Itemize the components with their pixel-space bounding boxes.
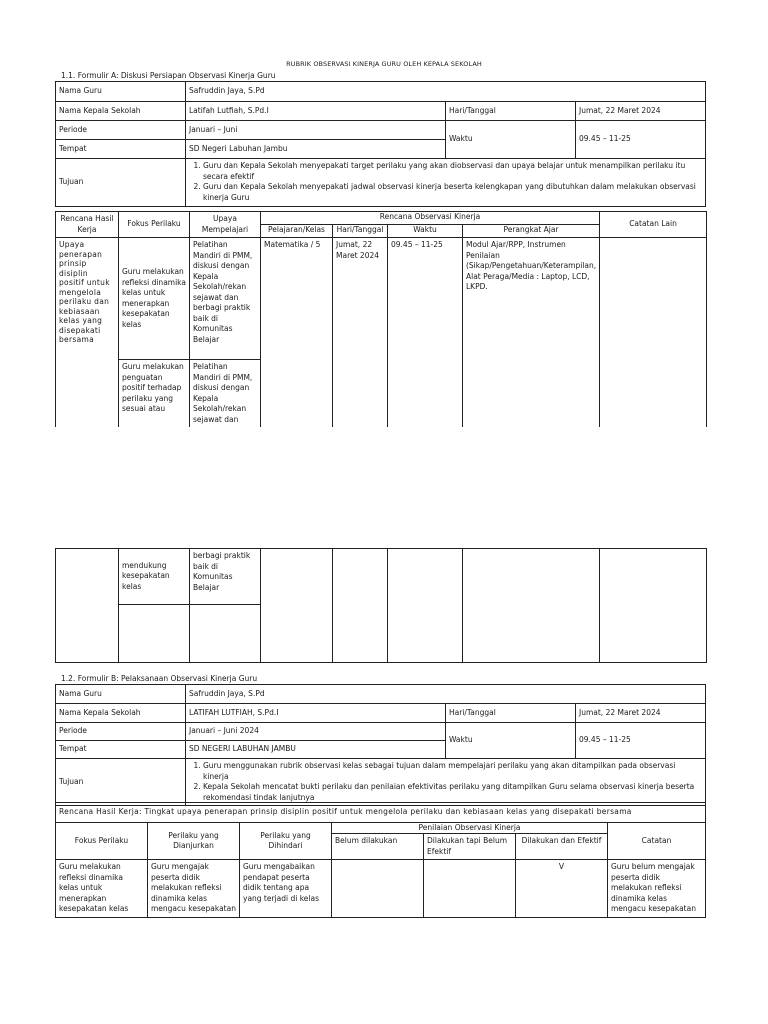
b-value-tempat: SD NEGERI LABUHAN JAMBU [186, 741, 446, 759]
header-catatan-lain: Catatan Lain [600, 212, 707, 238]
label-periode: Periode [56, 121, 186, 140]
tujuan-item: 2. Guru dan Kepala Sekolah menyepakati jadwal observasi kinerja beserta kelengkapan yang dibutuhkan dalam melakukan observasi kinerja Guru [203, 182, 702, 203]
tujuan-list [189, 161, 702, 203]
label-hari-tanggal: Hari/Tanggal [446, 102, 576, 121]
form-b-table [55, 684, 706, 806]
rencana-hasil-kerja-label: Rencana Hasil Kerja: Tingkat upaya penerapan prinsip disiplin positif untuk mengelola perilaku dan kebiasaan kelas yang disepakati bersama [56, 803, 706, 823]
header-waktu: Waktu [388, 225, 463, 238]
label-nama-guru: Nama Guru [56, 82, 186, 102]
cont-waktu [388, 549, 463, 663]
b-tujuan-list-cell [186, 759, 706, 806]
value-waktu: 09.45 – 11-25 [576, 121, 706, 159]
header-perangkat-ajar: Perangkat Ajar [463, 225, 600, 238]
b-label-periode: Periode [56, 723, 186, 741]
cell-fokus-perilaku-2: Guru melakukan penguatan positif terhadap perilaku yang sesuai atau [119, 360, 190, 428]
cell-catatan-lain [600, 238, 707, 428]
row1-efektif-mark: V [516, 860, 608, 918]
b-value-nama-guru: Safruddin Jaya, S.Pd [186, 685, 706, 704]
b-label-kepala-sekolah: Nama Kepala Sekolah [56, 704, 186, 723]
value-tempat: SD Negeri Labuhan Jambu [186, 140, 446, 159]
b-label-tujuan: Tujuan [56, 759, 186, 806]
header-penilaian: Penilaian Observasi Kinerja [332, 823, 608, 834]
form-b-heading: 1.2. Formulir B: Pelaksanaan Observasi Kinerja Guru [61, 674, 258, 683]
cell-perangkat-ajar: Modul Ajar/RPP, Instrumen Penilaian (Sikap/Pengetahuan/Keterampilan, Alat Peraga/Media : Laptop, LCD, LKPD. [463, 238, 600, 428]
cont-rencana [56, 549, 119, 663]
label-waktu: Waktu [446, 121, 576, 159]
header-belum: Belum dilakukan [332, 834, 424, 860]
header-fokus-perilaku: Fokus Perilaku [119, 212, 190, 238]
b-tujuan-list [189, 761, 702, 803]
b-value-periode: Januari – Juni 2024 [186, 723, 446, 741]
row1-fokus: Guru melakukan refleksi dinamika kelas untuk menerapkan kesepakatan kelas [56, 860, 148, 918]
label-tempat: Tempat [56, 140, 186, 159]
cont-upaya-empty [190, 605, 261, 663]
header-hari-tanggal: Hari/Tanggal [333, 225, 388, 238]
plan-table-continued [55, 548, 707, 663]
b-tujuan-item: 1. Guru menggunakan rubrik observasi kelas sebagai tujuan dalam mempelajari perilaku yang akan ditampilkan pada observasi kinerja [203, 761, 702, 782]
cell-upaya-1: Pelatihan Mandiri di PMM, diskusi dengan Kepala Sekolah/rekan sejawat dan berbagi praktik baik di Komunitas Belajar [190, 238, 261, 360]
b-value-kepala-sekolah: LATIFAH LUTFIAH, S.Pd.I [186, 704, 446, 723]
header-rencana-hasil-kerja: Rencana Hasil Kerja [56, 212, 119, 238]
form-a-table [55, 81, 706, 207]
row1-belum [332, 860, 424, 918]
header-dianjurkan: Perilaku yang Dianjurkan [148, 823, 240, 860]
cell-upaya-2: Pelatihan Mandiri di PMM, diskusi dengan Kepala Sekolah/rekan sejawat dan [190, 360, 261, 428]
cont-hari [333, 549, 388, 663]
cell-fokus-perilaku-1: Guru melakukan refleksi dinamika kelas untuk menerapkan kesepakatan kelas [119, 238, 190, 360]
b-label-hari-tanggal: Hari/Tanggal [446, 704, 576, 723]
plan-table [55, 211, 707, 427]
cell-waktu: 09.45 – 11-25 [388, 238, 463, 428]
b-label-nama-guru: Nama Guru [56, 685, 186, 704]
assessment-table [55, 802, 706, 918]
header-dihindari: Perilaku yang Dihindari [240, 823, 332, 860]
row1-catatan: Guru belum mengajak peserta didik melakukan refleksi dinamika kelas mengacu kesepakatan [608, 860, 706, 918]
header-fokus: Fokus Perilaku [56, 823, 148, 860]
document-title: RUBRIK OBSERVASI KINERJA GURU OLEH KEPALA SEKOLAH [286, 60, 482, 68]
header-pelajaran-kelas: Pelajaran/Kelas [261, 225, 333, 238]
value-nama-guru: Safruddin Jaya, S.Pd [186, 82, 706, 102]
header-catatan: Catatan [608, 823, 706, 860]
header-tapi-belum: Dilakukan tapi Belum Efektif [424, 834, 516, 860]
label-kepala-sekolah: Nama Kepala Sekolah [56, 102, 186, 121]
cell-hari-tanggal: Jumat, 22 Maret 2024 [333, 238, 388, 428]
b-label-waktu: Waktu [446, 723, 576, 759]
row1-dianjurkan: Guru mengajak peserta didik melakukan refleksi dinamika kelas mengacu kesepakatan [148, 860, 240, 918]
b-value-hari-tanggal: Jumat, 22 Maret 2024 [576, 704, 706, 723]
b-label-tempat: Tempat [56, 741, 186, 759]
cont-perangkat [463, 549, 600, 663]
row1-tapi-belum [424, 860, 516, 918]
cont-pelajaran [261, 549, 333, 663]
header-upaya-mempelajari: Upaya Mempelajari [190, 212, 261, 238]
b-value-waktu: 09.45 – 11-25 [576, 723, 706, 759]
label-tujuan: Tujuan [56, 159, 186, 207]
cell-fokus-perilaku-2-cont: mendukung kesepakatan kelas [119, 549, 190, 605]
tujuan-list-cell [186, 159, 706, 207]
b-tujuan-item: 2. Kepala Sekolah mencatat bukti perilaku dan penilaian efektivitas perilaku yang ditampilkan Guru selama observasi kinerja beserta rekomendasi tindak lanjutnya [203, 782, 702, 803]
cont-catatan [600, 549, 707, 663]
form-a-heading: 1.1. Formulir A: Diskusi Persiapan Observasi Kinerja Guru [61, 71, 276, 80]
cell-rencana-hasil-kerja: Upaya penerapan prinsip disiplin positif untuk mengelola perilaku dan kebiasaan kelas yang disepakati bersama [56, 238, 119, 428]
cell-upaya-2-cont: berbagi praktik baik di Komunitas Belajar [190, 549, 261, 605]
cell-pelajaran-kelas: Matematika / 5 [261, 238, 333, 428]
value-kepala-sekolah: Latifah Lutfiah, S.Pd.I [186, 102, 446, 121]
header-rencana-observasi: Rencana Observasi Kinerja [261, 212, 600, 225]
tujuan-item: 1. Guru dan Kepala Sekolah menyepakati target perilaku yang akan diobservasi dan upaya belajar untuk menampilkan perilaku itu secara efektif [203, 161, 702, 182]
header-efektif: Dilakukan dan Efektif [516, 834, 608, 860]
value-hari-tanggal: Jumat, 22 Maret 2024 [576, 102, 706, 121]
value-periode: Januari – Juni [186, 121, 446, 140]
row1-dihindari: Guru mengabaikan pendapat peserta didik tentang apa yang terjadi di kelas [240, 860, 332, 918]
cont-fokus-empty [119, 605, 190, 663]
